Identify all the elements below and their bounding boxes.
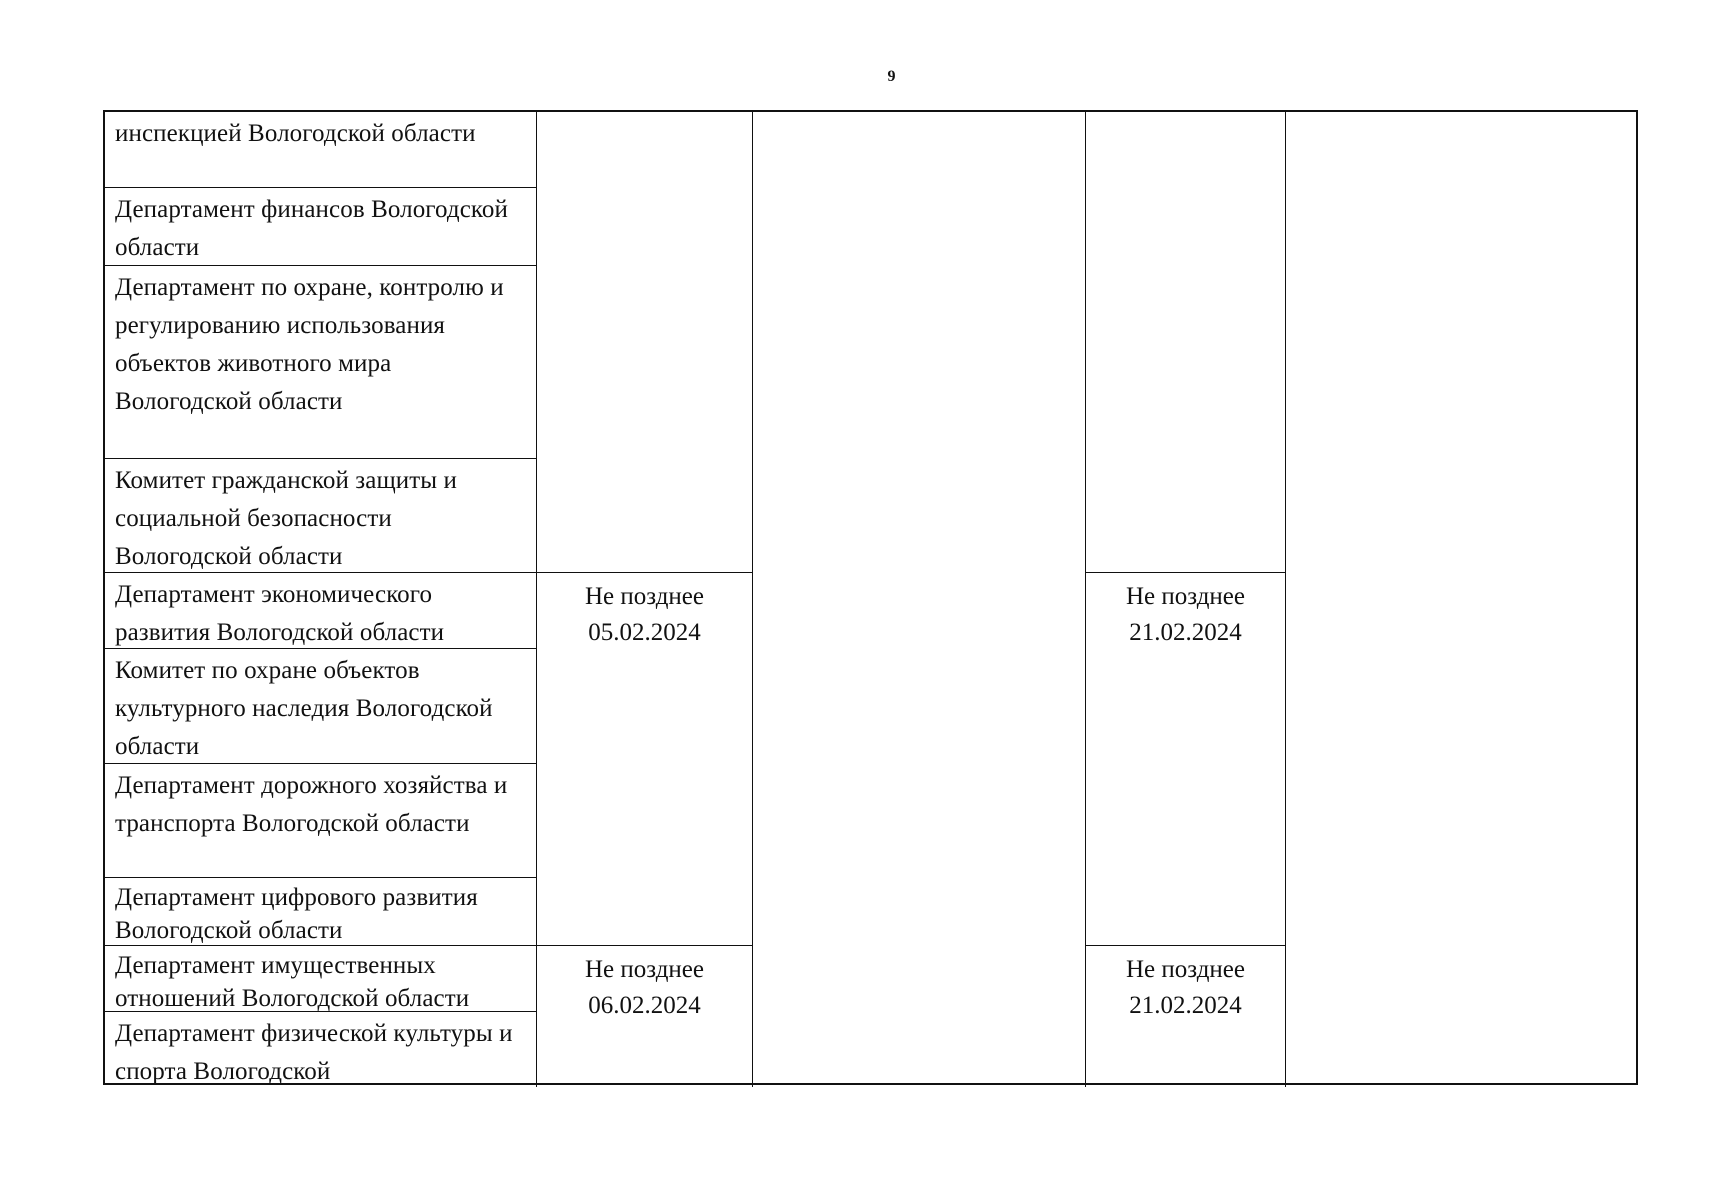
table-cell-empty	[537, 112, 753, 573]
deadline-label: Не позднее	[585, 583, 704, 610]
deadline-cell	[1086, 946, 1286, 1087]
page-number: 9	[887, 68, 896, 85]
table-cell-organization: Департамент имущественных отношений Вологодской области	[105, 946, 537, 1012]
deadline-date: 21.02.2024	[1129, 619, 1242, 646]
deadline-label: Не позднее	[1126, 956, 1245, 983]
table-cell-empty	[753, 112, 1086, 1087]
table-cell-organization: Департамент экономического развития Вологодской области	[105, 573, 537, 649]
table-cell-organization: Комитет гражданской защиты и социальной безопасности Вологодской области	[105, 459, 537, 573]
deadline-date: 21.02.2024	[1129, 992, 1242, 1019]
deadline-cell	[537, 573, 753, 946]
table-cell-organization: инспекцией Вологодской области	[105, 112, 537, 188]
deadline-cell	[537, 946, 753, 1087]
table-cell-empty	[1086, 112, 1286, 573]
table-cell-organization: Департамент дорожного хозяйства и транспорта Вологодской области	[105, 764, 537, 878]
table-cell-organization: Департамент по охране, контролю и регулированию использования объектов животного мира Вологодской области	[105, 266, 537, 459]
table-cell-empty	[1286, 112, 1640, 1087]
table-cell-organization: Департамент цифрового развития Вологодской области	[105, 878, 537, 946]
table-cell-organization: Комитет по охране объектов культурного наследия Вологодской области	[105, 649, 537, 764]
schedule-table	[103, 110, 1638, 1085]
table-cell-organization: Департамент физической культуры и спорта Вологодской	[105, 1012, 537, 1087]
deadline-cell	[1086, 573, 1286, 946]
deadline-label: Не позднее	[1126, 583, 1245, 610]
deadline-date: 06.02.2024	[588, 992, 701, 1019]
table-cell-organization: Департамент финансов Вологодской области	[105, 188, 537, 266]
deadline-label: Не позднее	[585, 956, 704, 983]
deadline-date: 05.02.2024	[588, 619, 701, 646]
